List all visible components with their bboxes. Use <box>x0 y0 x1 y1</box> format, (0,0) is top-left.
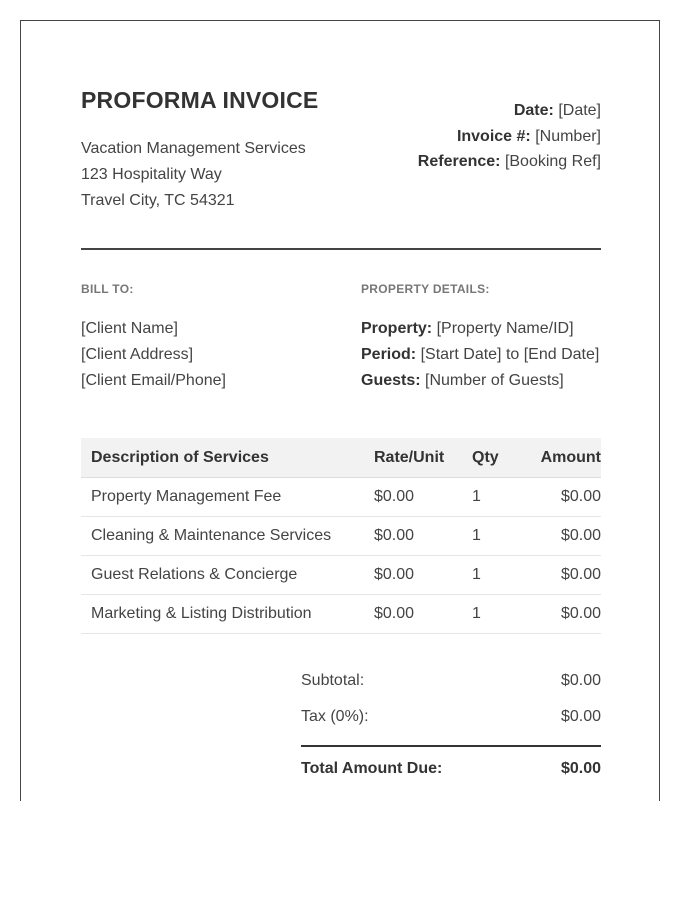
row-amount: $0.00 <box>520 595 601 634</box>
company-address <box>81 136 306 214</box>
row-amount: $0.00 <box>520 517 601 556</box>
tax-value: $0.00 <box>560 708 601 725</box>
row-qty: 1 <box>462 478 520 517</box>
row-description: Guest Relations & Concierge <box>81 556 364 595</box>
header-divider <box>81 248 601 250</box>
row-qty: 1 <box>462 595 520 634</box>
table-row <box>81 556 601 595</box>
row-rate: $0.00 <box>364 517 462 556</box>
period-value: [Start Date] to [End Date] <box>420 346 600 363</box>
meta-invoice-number-label: Invoice #: <box>456 127 531 145</box>
total-divider <box>301 745 601 747</box>
header-amount: Amount <box>520 438 601 478</box>
subtotal-value: $0.00 <box>560 672 601 689</box>
subtotal-row <box>301 668 601 704</box>
services-table <box>81 438 601 634</box>
bill-to-label: BILL TO: <box>81 282 134 296</box>
subtotal-label: Subtotal: <box>301 672 365 689</box>
bill-to-block <box>81 316 226 394</box>
period-row <box>361 342 599 368</box>
row-description: Cleaning & Maintenance Services <box>81 517 364 556</box>
meta-date-label: Date: <box>513 102 554 119</box>
row-amount: $0.00 <box>520 556 601 595</box>
client-contact: [Client Email/Phone] <box>81 372 226 389</box>
property-label: Property: <box>361 320 433 337</box>
meta-date-value: [Date] <box>558 102 601 119</box>
table-row <box>81 478 601 517</box>
row-qty: 1 <box>462 517 520 556</box>
company-city: Travel City, TC 54321 <box>81 192 235 209</box>
client-name: [Client Name] <box>81 320 178 337</box>
tax-label: Tax (0%): <box>301 708 369 725</box>
invoice-title: PROFORMA INVOICE <box>81 87 319 113</box>
row-rate: $0.00 <box>364 556 462 595</box>
meta-reference-value: [Booking Ref] <box>504 153 601 170</box>
totals-block <box>301 668 601 777</box>
row-amount: $0.00 <box>520 478 601 517</box>
invoice-page <box>20 20 660 801</box>
meta-invoice-number-value: [Number] <box>535 127 601 145</box>
invoice-meta <box>418 98 601 175</box>
header-rate: Rate/Unit <box>364 438 462 478</box>
meta-reference-label: Reference: <box>417 153 501 170</box>
meta-date <box>418 98 601 124</box>
property-details-block <box>361 316 599 394</box>
header-description: Description of Services <box>81 438 364 478</box>
guests-label: Guests: <box>361 372 421 389</box>
property-row <box>361 316 599 342</box>
period-label: Period: <box>361 346 417 363</box>
company-street: 123 Hospitality Way <box>81 166 222 183</box>
company-name: Vacation Management Services <box>81 140 306 157</box>
client-address: [Client Address] <box>81 346 194 363</box>
row-description: Property Management Fee <box>81 478 364 517</box>
row-rate: $0.00 <box>364 478 462 517</box>
total-due-row <box>301 756 601 782</box>
guests-value: [Number of Guests] <box>425 372 564 389</box>
table-row <box>81 517 601 556</box>
row-qty: 1 <box>462 556 520 595</box>
total-due-value: $0.00 <box>560 760 601 777</box>
meta-invoice-number <box>418 124 601 150</box>
property-details-label: PROPERTY DETAILS: <box>361 282 490 296</box>
table-header-row <box>81 438 601 478</box>
header-qty: Qty <box>462 438 520 478</box>
tax-row <box>301 704 601 740</box>
property-value: [Property Name/ID] <box>436 320 574 337</box>
table-row <box>81 595 601 634</box>
meta-reference <box>418 149 601 175</box>
row-description: Marketing & Listing Distribution <box>81 595 364 634</box>
total-due-label: Total Amount Due: <box>301 760 443 777</box>
row-rate: $0.00 <box>364 595 462 634</box>
guests-row <box>361 368 599 394</box>
